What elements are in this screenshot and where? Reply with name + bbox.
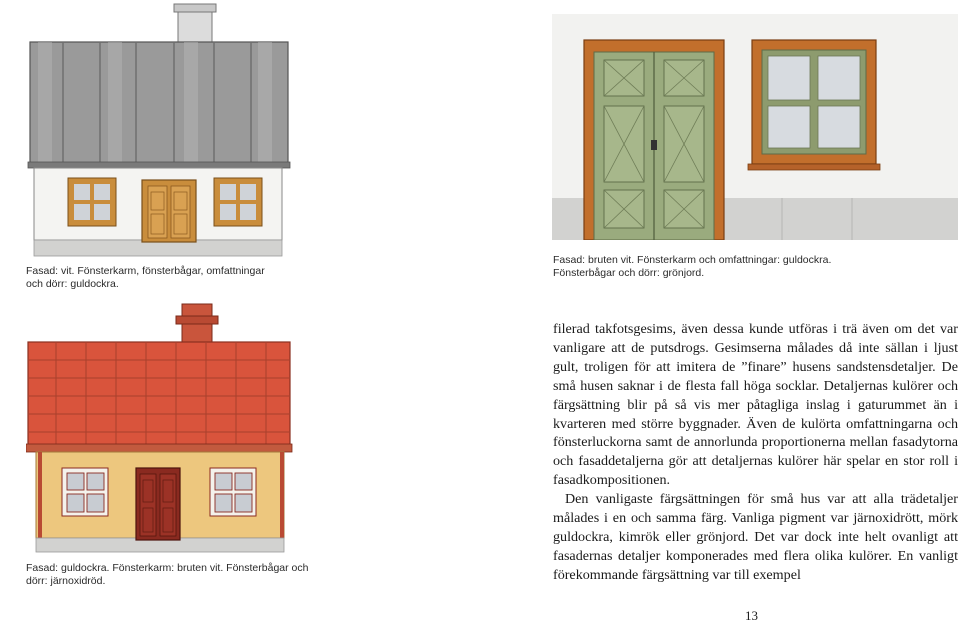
yellow-house-drawing [26, 298, 318, 554]
caption-door-window [553, 254, 883, 280]
caption-line: och dörr: guldockra. [26, 278, 119, 290]
illustration-yellow-house [26, 298, 318, 554]
paragraph: filerad takfotsgesims, även dessa kunde utföras i trä även om det var vanligare att de putsdrogs. Gesimserna målades då inte sällan i ljust gult, troligen för att imitera de ”finare” husens sandstensdetaljer. De små husen saknar i de flesta fall höga socklar. Detaljernas kulörer och färgsättning blir på så vis mer påtagliga inslag i gaturummet än i kvarteren med större byggnader. Även de kulörta omfattningarna och fönsterluckorna samt de annorlunda proportionerna mellan fasadytorna och fasaddetaljerna gör att detaljernas kulörer här spelar en stor roll i fasadkompositionen. [553, 321, 958, 489]
caption-line: dörr: järnoxidröd. [26, 575, 106, 587]
caption-line: Fasad: bruten vit. Fönsterkarm och omfattningar: guldockra. [553, 254, 832, 266]
door-window-drawing [552, 14, 958, 240]
illustration-white-house [26, 2, 318, 258]
body-text [553, 320, 958, 585]
caption-white-house [26, 265, 296, 291]
caption-line: Fasad: guldockra. Fönsterkarm: bruten vit. Fönsterbågar och [26, 562, 309, 574]
caption-line: Fönsterbågar och dörr: grönjord. [553, 267, 705, 279]
caption-line: Fasad: vit. Fönsterkarm, fönsterbågar, omfattningar [26, 265, 265, 277]
illustration-door-window [552, 14, 958, 240]
white-house-drawing [26, 2, 318, 258]
paragraph: Den vanligaste färgsättningen för små hus var att alla trädetaljer målades i en och samma färg. Vanliga pigment var järnoxidrött, mörk guldockra, kimrök eller grönjord. Det var dock inte helt ovanligt att fasadernas detaljer komponerades med flera olika kulörer. En vanligt förekommande färgsättning var till exempel [553, 491, 958, 583]
caption-yellow-house [26, 562, 316, 588]
page-number: 13 [745, 608, 758, 623]
